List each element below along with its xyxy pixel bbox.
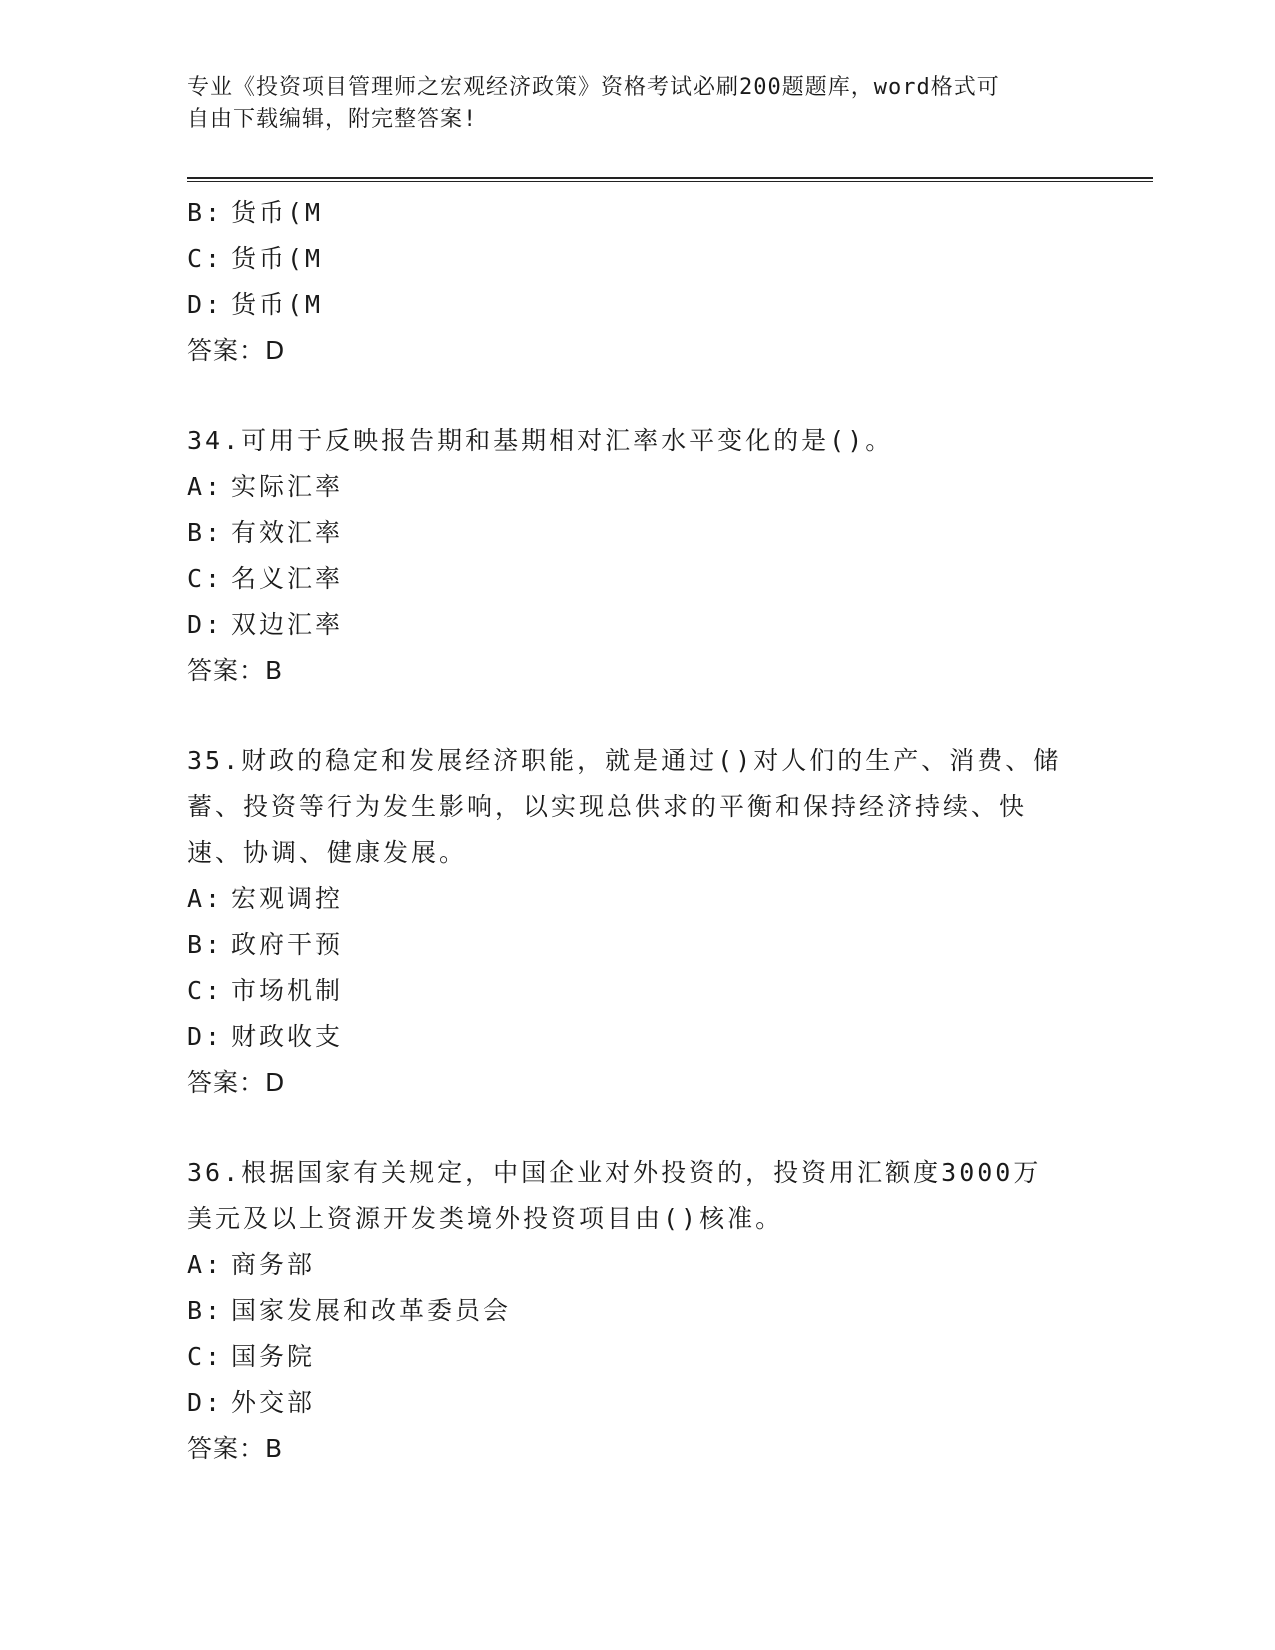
option-label: B: — [187, 198, 224, 227]
option-c — [187, 1334, 1087, 1380]
question-list — [187, 190, 1087, 1472]
question-35 — [187, 738, 1087, 1106]
option-a — [187, 876, 1087, 922]
question-text: 36.根据国家有关规定，中国企业对外投资的，投资用汇额度3000万美元及以上资源开发类境外投资项目由()核准。 — [187, 1158, 1042, 1233]
option-text: 外交部 — [231, 1388, 316, 1417]
option-text: 宏观调控 — [231, 884, 344, 913]
option-b — [187, 510, 1087, 556]
option-text: 政府干预 — [231, 930, 344, 959]
option-d — [187, 282, 1087, 328]
option-label: B: — [187, 930, 224, 959]
option-d — [187, 1380, 1087, 1426]
option-text: 国家发展和改革委员会 — [231, 1296, 512, 1325]
document-header — [187, 72, 1067, 136]
option-c — [187, 236, 1087, 282]
header-divider — [187, 177, 1153, 182]
question-36 — [187, 1150, 1087, 1472]
option-label: D: — [187, 1022, 224, 1051]
option-label: D: — [187, 290, 224, 319]
option-text: 有效汇率 — [231, 518, 344, 547]
answer: 答案：B — [187, 656, 284, 685]
option-label: C: — [187, 1342, 224, 1371]
option-label: C: — [187, 976, 224, 1005]
answer: 答案：D — [187, 1068, 286, 1097]
option-label: A: — [187, 472, 224, 501]
option-text: 实际汇率 — [231, 472, 344, 501]
question-34 — [187, 418, 1087, 694]
option-label: B: — [187, 1296, 224, 1325]
question-text: 35.财政的稳定和发展经济职能，就是通过()对人们的生产、消费、储蓄、投资等行为发生影响，以实现总供求的平衡和保持经济持续、快速、协调、健康发展。 — [187, 746, 1062, 867]
question-text: 34.可用于反映报告期和基期相对汇率水平变化的是()。 — [187, 426, 894, 455]
answer: 答案：D — [187, 336, 286, 365]
option-text: 货币(M — [231, 244, 324, 273]
option-label: D: — [187, 610, 224, 639]
option-text: 货币(M — [231, 198, 324, 227]
option-label: D: — [187, 1388, 224, 1417]
option-d — [187, 1014, 1087, 1060]
option-label: A: — [187, 884, 224, 913]
answer: 答案：B — [187, 1434, 284, 1463]
option-b — [187, 922, 1087, 968]
option-text: 名义汇率 — [231, 564, 344, 593]
header-line-1: 专业《投资项目管理师之宏观经济政策》资格考试必刷200题题库，word格式可 — [187, 75, 1000, 100]
option-text: 市场机制 — [231, 976, 344, 1005]
option-text: 货币(M — [231, 290, 324, 319]
option-b — [187, 190, 1087, 236]
option-label: A: — [187, 1250, 224, 1279]
option-a — [187, 464, 1087, 510]
option-label: C: — [187, 244, 224, 273]
option-b — [187, 1288, 1087, 1334]
option-c — [187, 968, 1087, 1014]
option-a — [187, 1242, 1087, 1288]
option-d — [187, 602, 1087, 648]
option-label: C: — [187, 564, 224, 593]
option-label: B: — [187, 518, 224, 547]
option-text: 财政收支 — [231, 1022, 344, 1051]
option-text: 国务院 — [231, 1342, 316, 1371]
option-c — [187, 556, 1087, 602]
option-text: 双边汇率 — [231, 610, 344, 639]
partial-question — [187, 190, 1087, 374]
header-line-2: 自由下载编辑，附完整答案! — [187, 107, 478, 132]
option-text: 商务部 — [231, 1250, 316, 1279]
